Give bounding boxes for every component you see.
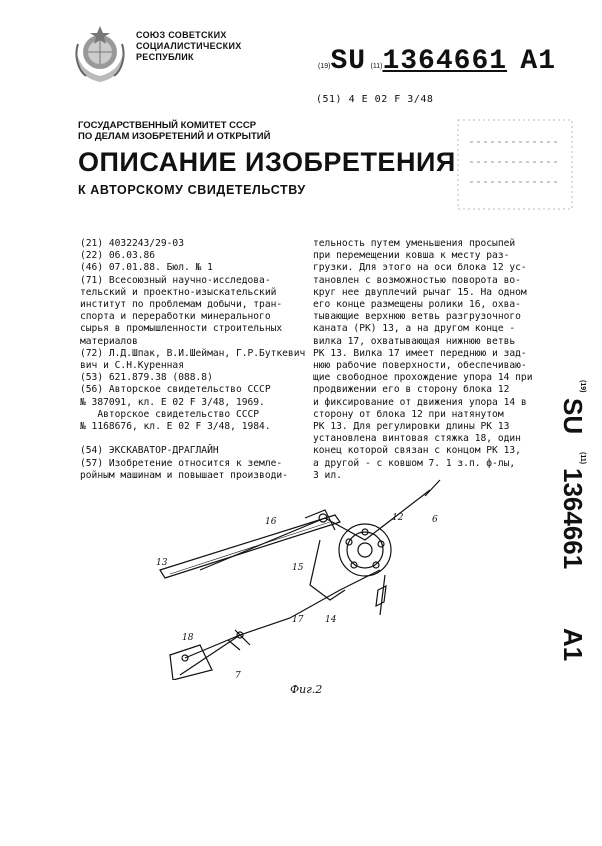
text-line: сторону от блока 12 при натянутом [313,408,504,420]
figure-caption: Фиг.2 [290,683,323,696]
text-line: (46) 07.01.88. Бюл. № 1 [80,262,213,274]
committee-name [78,120,270,142]
fig-label: 16 [265,517,277,527]
vertical-patent-number [548,380,588,680]
fig-label: 6 [432,515,438,525]
text-line: а другой - с ковшом 7. 1 з.п. ф-лы, [313,457,516,469]
patent-kind: A1 [520,46,557,77]
text-line: (72) Л.Д.Шпак, В.И.Шейман, Г.Р.Буткевич [80,347,306,359]
fig-label: 7 [235,671,241,680]
text-line: материалов [80,335,138,347]
vert-code-19: (19) [579,380,586,393]
text-line: (56) Авторское свидетельство СССР [80,384,271,396]
text-line: РК 13. Для регулировки длины РК 13 [313,421,510,433]
code-11: (11) [370,63,383,70]
organization-name [136,30,242,63]
text-line: № 387091, кл. E 02 F 3/48, 1969. [80,396,265,408]
fig-label: 15 [292,563,304,573]
excavator-drawing [140,470,460,680]
text-line: институт по проблемам добычи, тран- [80,299,283,311]
text-line: (22) 06.03.86 [80,250,156,262]
text-line: тановлен с возможностью поворота во- [313,274,521,286]
vert-kind: A1 [558,628,588,662]
text-line: грузки. Для этого на оси блока 12 ус- [313,262,527,274]
text-line: (21) 4032243/29-03 [80,238,184,249]
org-line: СОЮЗ СОВЕТСКИХ [136,30,227,40]
text-line: конец которой связан с концом РК 13, [313,445,521,457]
text-line: тывающие верхнюю ветвь разгрузочного [313,311,521,323]
text-line: (71) Всесоюзный научно-исследова- [80,274,271,286]
text-line: Авторское свидетельство СССР [80,408,260,420]
committee-line: ГОСУДАРСТВЕННЫЙ КОМИТЕТ СССР [78,120,257,131]
text-line: вилка 17, охватывающая нижнюю ветвь [313,335,516,347]
text-line: (53) 621.879.38 (088.8) [80,372,213,384]
text-line [80,433,295,445]
text-line: продвижении его в сторону блока 12 [313,384,510,396]
fig-label: 17 [292,615,304,625]
code-19: (19) [318,63,331,70]
fig-label: 12 [392,513,404,523]
text-line: тельский и проектно-изыскательский [80,286,277,298]
ussr-emblem-icon [70,22,130,88]
text-line: № 1168676, кл. E 02 F 3/48, 1984. [80,421,271,433]
patent-number: 1364661 [382,46,508,77]
text-line: вич и С.Н.Куренная [80,360,184,372]
text-line: РК 13. Вилка 17 имеет переднюю и зад- [313,347,527,359]
committee-line: ПО ДЕЛАМ ИЗОБРЕТЕНИЙ И ОТКРЫТИЙ [78,131,271,142]
abstract-text [313,238,585,482]
text-line: сырья в промышленности строительных [80,323,283,335]
vert-code-11: (11) [579,452,586,465]
text-line: установлена винтовая стяжка 18, один [313,433,521,445]
fig-label: 13 [156,558,168,568]
text-line: спорта и переработки минерального [80,311,271,323]
patent-id-row [318,46,556,77]
text-line: (54) ЭКСКАВАТОР-ДРАГЛАЙН [80,445,219,457]
text-line: (57) Изобретение относится к земле- [80,457,283,469]
text-line: щие свободное прохождение упора 14 при [313,372,533,384]
document-title: ОПИСАНИЕ ИЗОБРЕТЕНИЯ [78,147,456,177]
text-line: его конце размещены ролики 16, охва- [313,299,521,311]
org-line: СОЦИАЛИСТИЧЕСКИХ [136,41,242,51]
org-line: РЕСПУБЛИК [136,52,194,62]
ipc-classification: (51) 4 E 02 F 3/48 [316,94,434,105]
text-line: тельность путем уменьшения просыпей [313,238,516,249]
fig-label: 14 [325,615,337,625]
text-line: при перемещении ковша к месту раз- [313,250,510,262]
fig-label: 18 [182,633,194,643]
text-line: каната (РК) 13, а на другом конце - [313,323,516,335]
text-line: и фиксирование от движения упора 14 в [313,396,527,408]
country-code: SU [330,46,367,77]
vert-patent-number: 1364661 [558,468,588,570]
text-line: ройным машинам и повышает производи- [80,469,288,481]
library-stamp-icon [455,117,575,212]
text-line: нюю рабочие поверхности, обеспечиваю- [313,360,527,372]
bibliographic-data [80,238,306,482]
text-line: круг нее двуплечий рычаг 15. На одном [313,286,527,298]
text-line: 3 ил. [313,469,342,481]
document-subtitle: К АВТОРСКОМУ СВИДЕТЕЛЬСТВУ [78,183,306,197]
vert-country: SU [558,398,588,435]
